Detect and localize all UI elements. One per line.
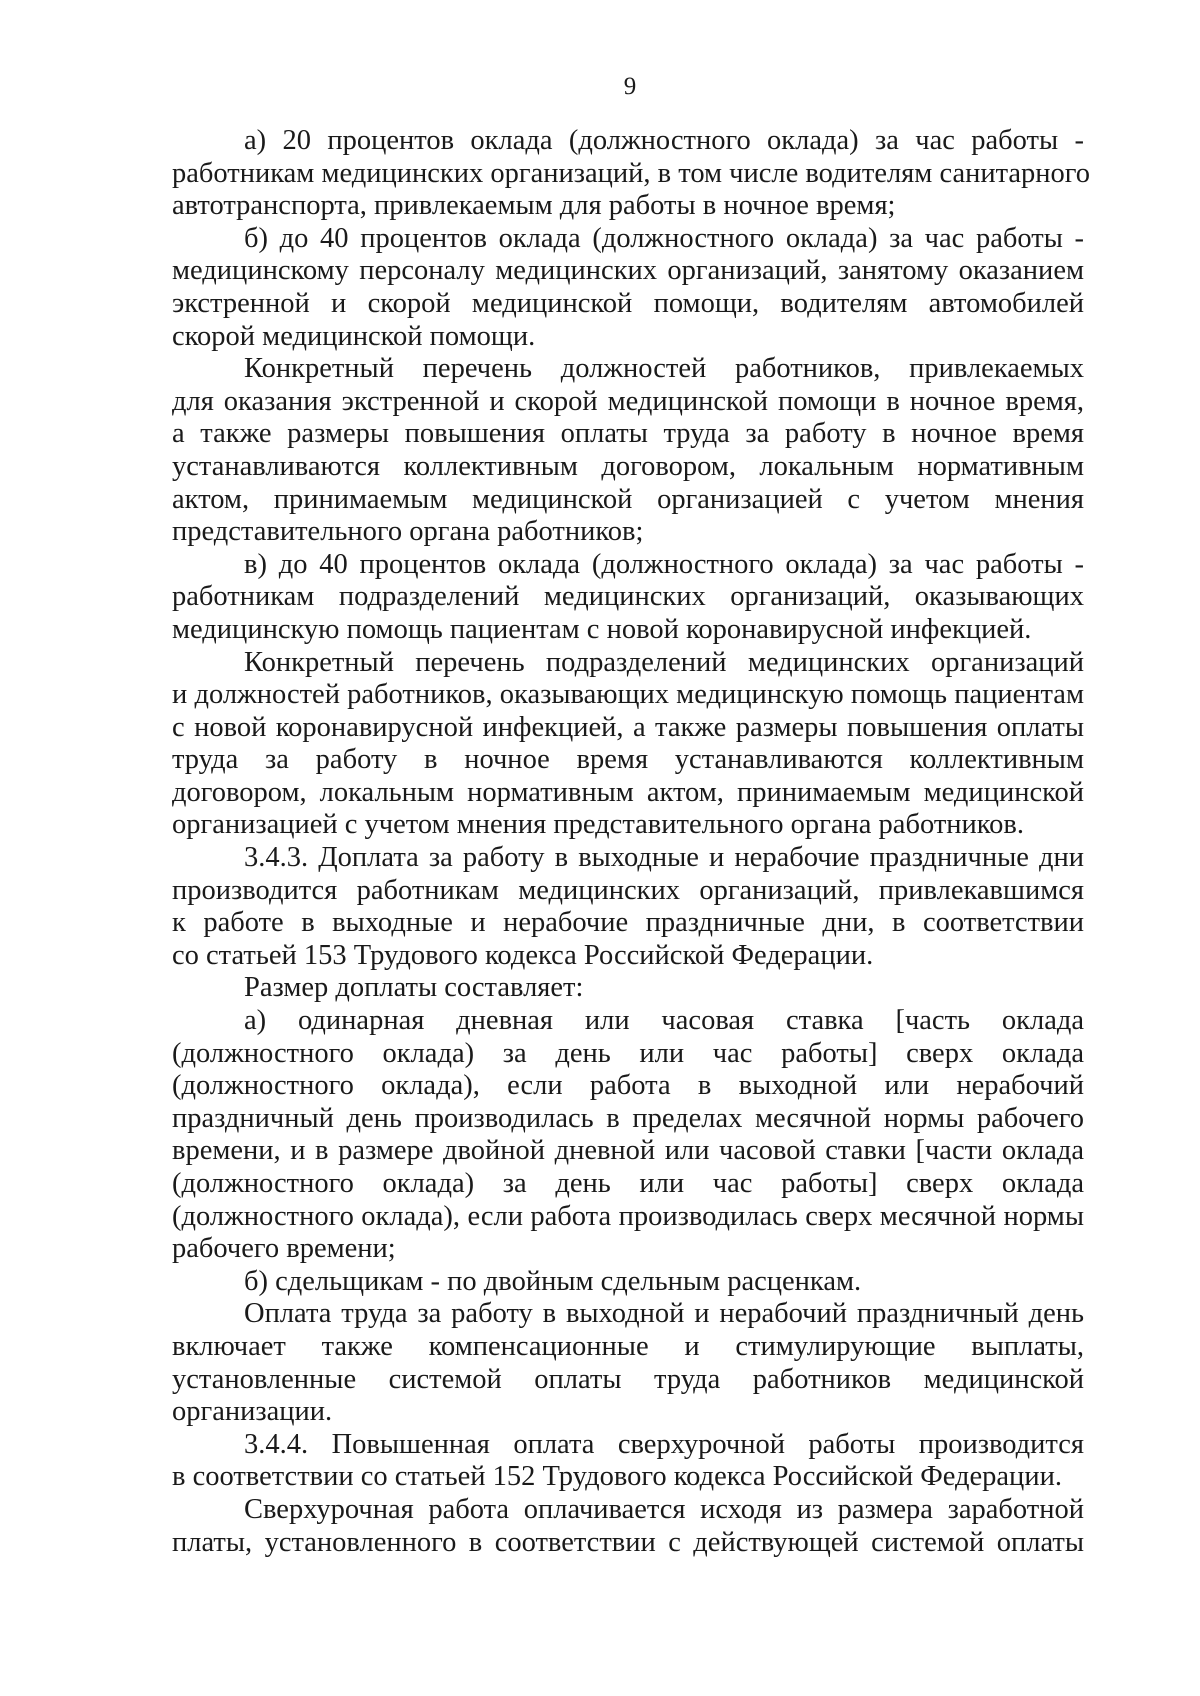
paragraph — [172, 842, 1084, 972]
text-line: Оплата труда за работу в выходной и нерабочий праздничный день — [244, 1298, 1084, 1330]
text-line: б) до 40 процентов оклада (должностного оклада) за час работы - — [244, 222, 1084, 254]
paragraph — [172, 1494, 1084, 1559]
text-line: организацией с учетом мнения представительного органа работников. — [172, 809, 1025, 841]
text-line: медицинскому персоналу медицинских организаций, занятому оказанием — [172, 255, 1084, 287]
text-line: к работе в выходные и нерабочие праздничные дни, в соответствии — [172, 907, 1084, 939]
paragraph — [172, 1266, 1084, 1299]
text-line: 3.4.4. Повышенная оплата сверхурочной работы производится — [244, 1428, 1084, 1460]
paragraph — [172, 1005, 1084, 1266]
text-line: работникам медицинских организаций, в том числе водителям санитарного — [172, 157, 1091, 189]
text-line: (должностного оклада) за день или час работы] сверх оклада — [172, 1037, 1084, 1069]
paragraph — [172, 1298, 1084, 1428]
text-line: б) сдельщикам - по двойным сдельным расценкам. — [244, 1265, 862, 1297]
paragraph — [172, 549, 1084, 647]
text-line: Конкретный перечень подразделений медицинских организаций — [244, 646, 1084, 678]
text-line: включает также компенсационные и стимулирующие выплаты, — [172, 1330, 1084, 1362]
text-line: (должностного оклада), если работа производилась сверх месячной нормы — [172, 1200, 1084, 1232]
text-line: скорой медицинской помощи. — [172, 320, 536, 352]
paragraph — [172, 1429, 1084, 1494]
text-line: Сверхурочная работа оплачивается исходя из размера заработной — [244, 1493, 1084, 1525]
text-line: Размер доплаты составляет: — [244, 972, 584, 1004]
paragraph — [172, 223, 1084, 353]
text-line: Конкретный перечень должностей работников, привлекаемых — [244, 353, 1084, 385]
text-line: организации. — [172, 1396, 333, 1428]
paragraph — [172, 647, 1084, 843]
text-line: времени, и в размере двойной дневной или часовой ставки [части оклада — [172, 1135, 1084, 1167]
text-line: праздничный день производилась в пределах месячной нормы рабочего — [172, 1102, 1084, 1134]
text-line: а) 20 процентов оклада (должностного оклада) за час работы - — [244, 125, 1084, 156]
text-line: представительного органа работников; — [172, 516, 644, 548]
text-line: договором, локальным нормативным актом, принимаемым медицинской — [172, 776, 1084, 808]
text-line: а) одинарная дневная или часовая ставка [часть оклада — [244, 1005, 1084, 1037]
text-line: (должностного оклада) за день или час работы] сверх оклада — [172, 1168, 1084, 1199]
paragraph — [172, 353, 1084, 549]
text-line: устанавливаются коллективным договором, локальным нормативным — [172, 450, 1084, 482]
text-line: актом, принимаемым медицинской организацией с учетом мнения — [172, 483, 1084, 515]
text-line: (должностного оклада), если работа в выходной или нерабочий — [172, 1070, 1084, 1102]
text-line: в соответствии со статьей 152 Трудового кодекса Российской Федерации. — [172, 1461, 1062, 1493]
paragraph — [172, 972, 1084, 1005]
text-line: в) до 40 процентов оклада (должностного оклада) за час работы - — [244, 548, 1084, 580]
text-line: со статьей 153 Трудового кодекса Российской Федерации. — [172, 939, 874, 971]
text-line: с новой коронавирусной инфекцией, а также размеры повышения оплаты — [172, 711, 1084, 743]
text-line: работникам подразделений медицинских организаций, оказывающих — [172, 581, 1084, 613]
text-line: экстренной и скорой медицинской помощи, водителям автомобилей — [172, 287, 1084, 319]
document-body — [172, 125, 1091, 1559]
text-line: платы, установленного в соответствии с действующей системой оплаты — [172, 1526, 1084, 1558]
text-line: производится работникам медицинских организаций, привлекавшимся — [172, 874, 1084, 906]
text-line: а также размеры повышения оплаты труда за работу в ночное время — [172, 418, 1084, 450]
text-line: установленные системой оплаты труда работников медицинской — [172, 1363, 1084, 1395]
text-line: и должностей работников, оказывающих медицинскую помощь пациентам — [172, 679, 1084, 711]
paragraph — [172, 125, 1091, 223]
text-line: для оказания экстренной и скорой медицинской помощи в ночное время, — [172, 385, 1084, 417]
text-line: автотранспорта, привлекаемым для работы в ночное время; — [172, 190, 896, 222]
page-number: 9 — [623, 73, 637, 100]
text-line: 3.4.3. Доплата за работу в выходные и нерабочие праздничные дни — [244, 842, 1084, 874]
text-line: рабочего времени; — [172, 1233, 396, 1265]
text-line: труда за работу в ночное время устанавливаются коллективным — [172, 744, 1084, 776]
text-line: медицинскую помощь пациентам с новой коронавирусной инфекцией. — [172, 613, 1032, 645]
